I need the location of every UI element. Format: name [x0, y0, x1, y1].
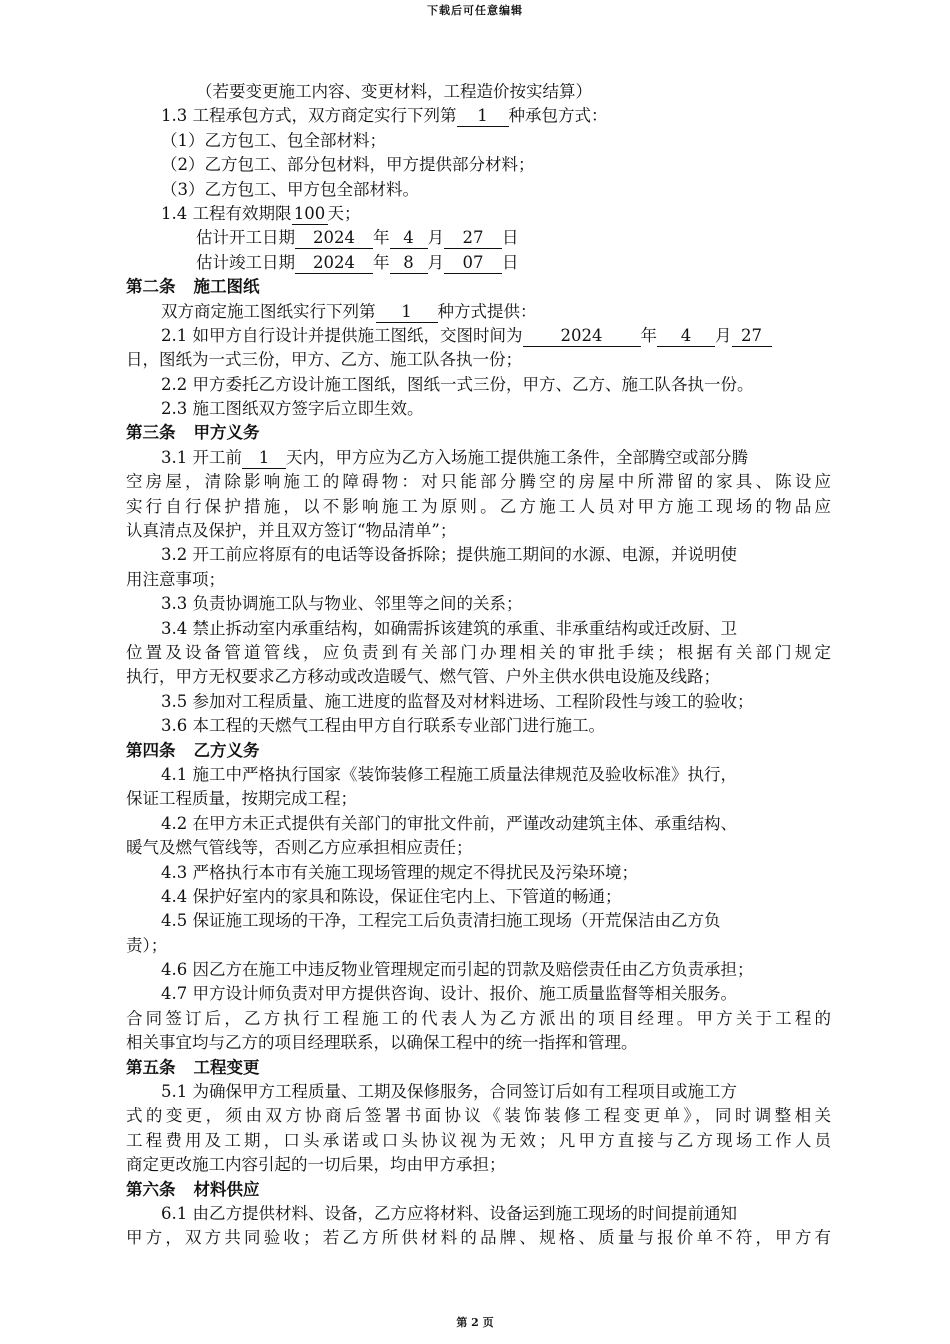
paragraph-line: 4.5 保证施工现场的干净，工程完工后负责清扫施工现场（开荒保洁由乙方负 — [161, 911, 721, 931]
paragraph-line: 3.5 参加对工程质量、施工进度的监督及对材料进场、工程阶段性与竣工的验收； — [161, 691, 754, 711]
article-number: 第二条 — [126, 277, 176, 297]
paragraph-line: 2.3 施工图纸双方签字后立即生效。 — [161, 399, 424, 419]
clause-text: 双方商定施工图纸实行下列第 — [161, 301, 376, 321]
paragraph-line: 6.1 由乙方提供材料、设备，乙方应将材料、设备运到施工现场的时间提前通知 — [161, 1203, 737, 1223]
clause-1-3 — [126, 104, 831, 128]
clause-text: 3.1 开工前 — [161, 447, 242, 467]
start-year-field: 2024 — [295, 228, 373, 249]
article-heading — [126, 1178, 831, 1202]
end-date-line — [126, 251, 831, 275]
paragraph-line — [126, 324, 831, 348]
clause-text: 种方式提供： — [437, 301, 537, 321]
end-year-field: 2024 — [295, 253, 373, 274]
year-char: 年 — [373, 228, 390, 248]
article-title: 工程变更 — [193, 1057, 260, 1077]
paragraph-line: 3.6 本工程的天燃气工程由甲方自行联系专业部门进行施工。 — [161, 716, 605, 736]
day-char: 日 — [502, 228, 519, 248]
paragraph-line: 式的变更，须由双方协商后签署书面协议《装饰装修工程变更单》，同时调整相关 — [126, 1106, 831, 1126]
article-title: 甲方义务 — [193, 423, 260, 443]
clause-text: 2.1 如甲方自行设计并提供施工图纸，交图时间为 — [161, 325, 523, 345]
paragraph-line: 3.4 禁止拆动室内承重结构，如确需拆该建筑的承重、非承重结构或迁改厨、卫 — [161, 618, 737, 638]
clause-text: 1.4 工程有效期限 — [161, 203, 292, 223]
paragraph-line: 4.3 严格执行本市有关施工现场管理的规定不得扰民及污染环境； — [161, 862, 638, 882]
paragraph-line: 日，图纸为一式三份，甲方、乙方、施工队各执一份； — [126, 350, 522, 370]
paragraph-line: 2.2 甲方委托乙方设计施工图纸，图纸一式三份，甲方、乙方、施工队各执一份。 — [161, 374, 754, 394]
paragraph-line: 4.1 施工中严格执行国家《装饰装修工程施工质量法律规范及验收标准》执行， — [161, 764, 737, 784]
paragraph-line: 实行自行保护措施，以不影响施工为原则。乙方施工人员对甲方施工现场的物品应 — [126, 496, 831, 516]
end-date-label: 估计竣工日期 — [196, 252, 295, 272]
paragraph-line: 4.6 因乙方在施工中违反物业管理规定而引起的罚款及赔偿责任由乙方负责承担； — [161, 960, 754, 980]
paragraph-line: 4.7 甲方设计师负责对甲方提供咨询、设计、报价、施工质量监督等相关服务。 — [161, 984, 737, 1004]
paragraph-line: 责）； — [126, 935, 168, 955]
article-number: 第六条 — [126, 1179, 176, 1199]
paragraph-line: 位置及设备管道管线，应负责到有关部门办理相关的审批手续；根据有关部门规定 — [126, 642, 831, 662]
page-header: 下载后可任意编辑 — [427, 4, 523, 17]
article-heading — [126, 275, 831, 299]
article-title: 施工图纸 — [193, 277, 260, 297]
drawing-year-field: 2024 — [523, 326, 641, 347]
article-number: 第五条 — [126, 1057, 176, 1077]
article-title: 乙方义务 — [193, 740, 260, 760]
clause-1-4 — [126, 202, 831, 226]
paragraph-line: 认真清点及保护，并且双方签订“物品清单”； — [126, 521, 457, 541]
paragraph-line: 商定更改施工内容引起的一切后果，均由甲方承担； — [126, 1155, 506, 1175]
paragraph-line: 4.2 在甲方未正式提供有关部门的审批文件前，严谨改动建筑主体、承重结构、 — [161, 813, 737, 833]
month-char: 月 — [427, 228, 444, 248]
days-before-field: 1 — [242, 448, 286, 469]
contract-type-field: 1 — [457, 106, 509, 127]
clause-text: 种承包方式： — [508, 106, 608, 126]
paragraph-line: 工程费用及工期，口头承诺或口头协议视为无效；凡甲方直接与乙方现场工作人员 — [126, 1130, 831, 1150]
paragraph-line: 3.2 开工前应将原有的电话等设备拆除；提供施工期间的水源、电源，并说明使 — [161, 545, 737, 565]
article-number: 第三条 — [126, 423, 176, 443]
start-date-line — [126, 226, 831, 250]
paragraph-line: 用注意事项； — [126, 569, 225, 589]
article-title: 材料供应 — [193, 1179, 260, 1199]
end-day-field: 07 — [444, 253, 502, 274]
drawing-month-field: 4 — [657, 326, 715, 347]
month-char: 月 — [715, 325, 732, 345]
start-date-label: 估计开工日期 — [196, 228, 295, 248]
contract-body — [126, 80, 831, 1251]
article-heading — [126, 1056, 831, 1080]
year-char: 年 — [373, 252, 390, 272]
day-char: 日 — [502, 252, 519, 272]
paragraph-line: 4.4 保护好室内的家具和陈设，保证住宅内上、下管道的畅通； — [161, 886, 622, 906]
duration-field: 100 — [292, 204, 328, 225]
paragraph-line: 保证工程质量，按期完成工程； — [126, 789, 357, 809]
paragraph-line: 相关事宜均与乙方的项目经理联系，以确保工程中的统一指挥和管理。 — [126, 1033, 638, 1053]
paragraph-line — [126, 446, 831, 470]
paragraph-line: 合同签订后，乙方执行工程施工的代表人为乙方派出的项目经理。甲方关于工程的 — [126, 1008, 831, 1028]
start-month-field: 4 — [390, 228, 428, 249]
page-footer: 第 2 页 — [456, 1316, 494, 1329]
article-number: 第四条 — [126, 740, 176, 760]
paragraph-line: 执行，甲方无权要求乙方移动或改造暖气、燃气管、户外主供水供电设施及线路； — [126, 667, 720, 687]
paragraph-line: 暖气及燃气管线等，否则乙方应承担相应责任； — [126, 838, 473, 858]
paragraph-line: 3.3 负责协调施工队与物业、邻里等之间的关系； — [161, 594, 523, 614]
drawing-method-field: 1 — [376, 302, 438, 323]
drawing-day-field: 27 — [732, 326, 772, 347]
article-heading — [126, 739, 831, 763]
article-heading — [126, 421, 831, 445]
option-line: （3）乙方包工、甲方包全部材料。 — [161, 179, 419, 199]
month-char: 月 — [427, 252, 444, 272]
paragraph-line: 甲方，双方共同验收；若乙方所供材料的品牌、规格、质量与报价单不符，甲方有 — [126, 1228, 831, 1248]
clause-text: 天内，甲方应为乙方入场施工提供施工条件，全部腾空或部分腾 — [286, 447, 748, 467]
clause-text: 天； — [327, 203, 361, 223]
paragraph-line — [126, 300, 831, 324]
clause-text: 1.3 工程承包方式，双方商定实行下列第 — [161, 106, 457, 126]
paragraph-line: 5.1 为确保甲方工程质量、工期及保修服务，合同签订后如有工程项目或施工方 — [161, 1082, 737, 1102]
start-day-field: 27 — [444, 228, 502, 249]
option-line: （1）乙方包工、包全部材料； — [161, 130, 386, 150]
year-char: 年 — [640, 325, 657, 345]
paragraph-line: （若要变更施工内容、变更材料，工程造价按实结算） — [196, 82, 592, 101]
paragraph-line: 空房屋，清除影响施工的障碍物：对只能部分腾空的房屋中所滞留的家具、陈设应 — [126, 472, 831, 492]
option-line: （2）乙方包工、部分包材料，甲方提供部分材料； — [161, 155, 535, 175]
end-month-field: 8 — [390, 253, 428, 274]
